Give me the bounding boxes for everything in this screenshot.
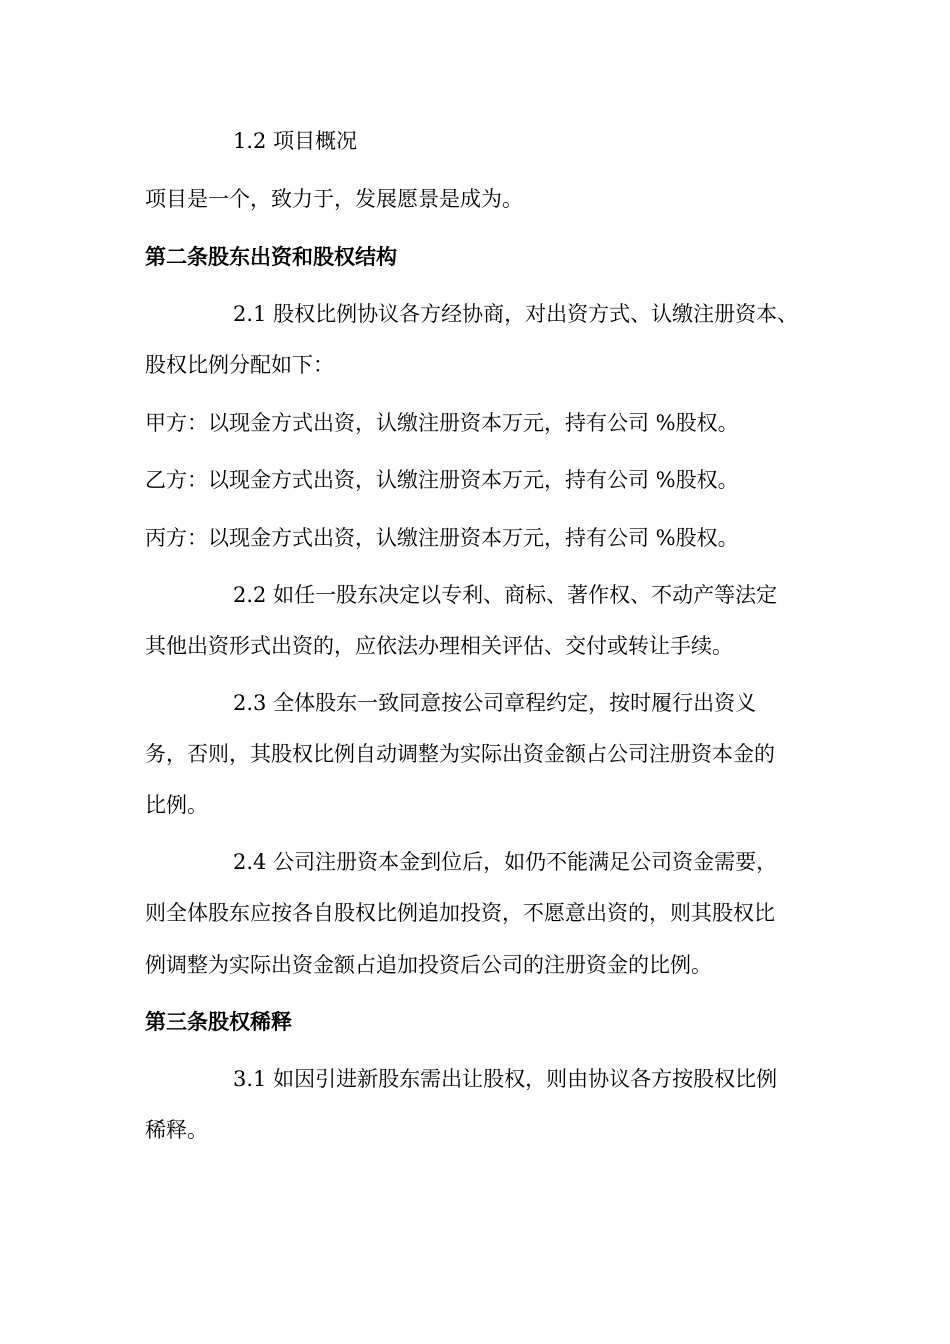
clause-2-1-line-1: 2.1 股权比例协议各方经协商，对出资方式、认缴注册资本、 [233, 302, 799, 326]
clause-3-1-line-2: 稀释。 [145, 1118, 208, 1142]
article-2-heading: 第二条股东出资和股权结构 [145, 244, 397, 269]
project-overview-text: 项目是一个，致力于，发展愿景是成为。 [145, 187, 523, 211]
clause-2-2-line-1: 2.2 如任一股东决定以专利、商标、著作权、不动产等法定 [233, 583, 778, 607]
clause-2-1-line-2: 股权比例分配如下： [145, 353, 334, 377]
clause-2-3-line-3: 比例。 [145, 793, 208, 817]
clause-2-3-line-1: 2.3 全体股东一致同意按公司章程约定，按时履行出资义 [233, 691, 757, 715]
party-c-line: 丙方：以现金方式出资，认缴注册资本万元，持有公司 %股权。 [145, 526, 739, 550]
party-b-line: 乙方：以现金方式出资，认缴注册资本万元，持有公司 %股权。 [145, 468, 739, 492]
clause-2-2-line-2: 其他出资形式出资的，应依法办理相关评估、交付或转让手续。 [145, 634, 733, 658]
clause-2-4-line-3: 例调整为实际出资金额占追加投资后公司的注册资金的比例。 [145, 953, 712, 977]
clause-2-4-line-1: 2.4 公司注册资本金到位后，如仍不能满足公司资金需要， [233, 850, 778, 874]
article-3-heading: 第三条股权稀释 [145, 1009, 292, 1034]
party-a-line: 甲方：以现金方式出资，认缴注册资本万元，持有公司 %股权。 [145, 411, 739, 435]
section-1-2-heading: 1.2 项目概况 [233, 129, 358, 153]
clause-2-4-line-2: 则全体股东应按各自股权比例追加投资，不愿意出资的，则其股权比 [145, 901, 775, 925]
clause-2-3-line-2: 务，否则，其股权比例自动调整为实际出资金额占公司注册资本金的 [145, 742, 775, 766]
clause-3-1-line-1: 3.1 如因引进新股东需出让股权，则由协议各方按股权比例 [233, 1067, 778, 1091]
